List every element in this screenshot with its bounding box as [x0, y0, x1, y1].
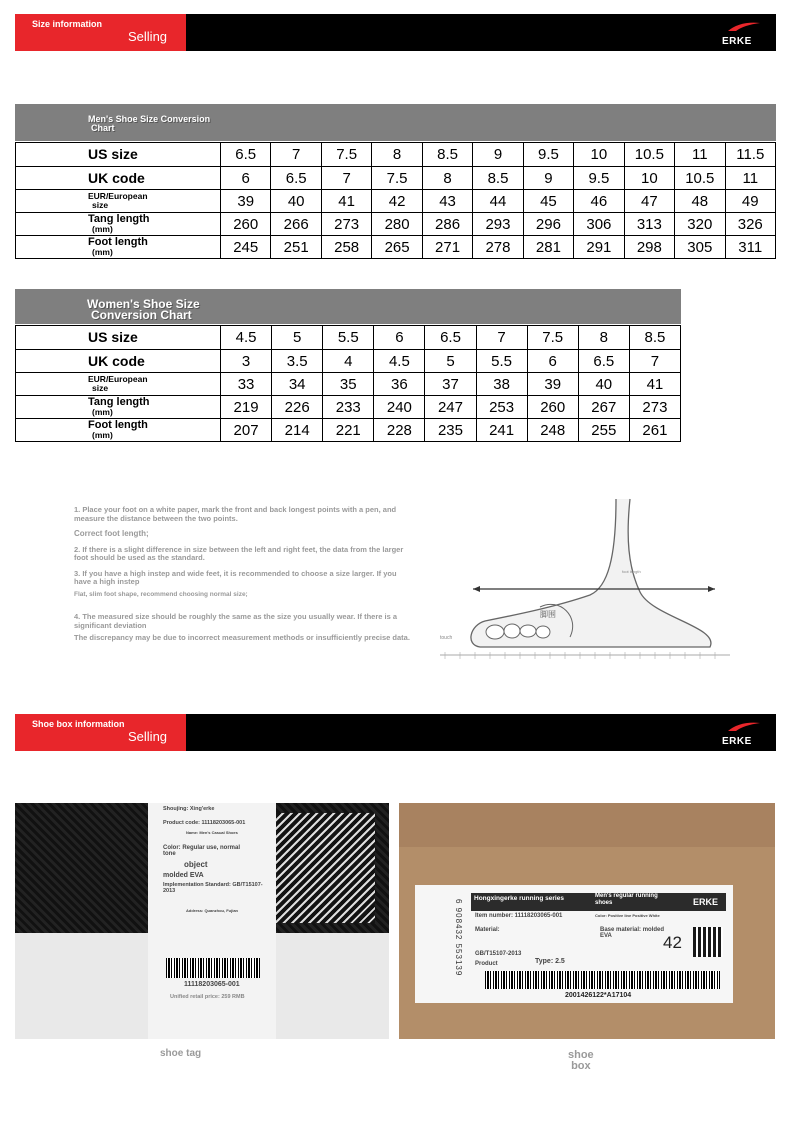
foot-length-label: foot length — [622, 569, 641, 574]
foot-diagram — [440, 497, 730, 667]
size-cell: 49 — [725, 190, 775, 213]
size-cell: 34 — [272, 373, 323, 396]
size-cell: 311 — [725, 236, 775, 259]
men-size-table — [15, 142, 776, 259]
size-cell: 9.5 — [523, 143, 573, 167]
erke-logo: ERKE — [722, 721, 766, 747]
size-row — [16, 373, 681, 396]
measure-instructions — [74, 506, 414, 650]
size-cell: 10.5 — [675, 167, 725, 190]
size-cell: 10 — [624, 167, 674, 190]
size-cell: 241 — [476, 419, 527, 442]
women-chart-title: Women's Shoe Size Conversion Chart — [87, 297, 200, 322]
size-cell: 313 — [624, 213, 674, 236]
banner-selling: Selling — [128, 729, 168, 744]
erke-swoosh-icon — [726, 21, 762, 33]
instruction-3: 3. If you have a high instep and wide feet, it is recommended to choose a size larger. If you have a high instep — [74, 568, 397, 586]
size-cell: 8 — [372, 143, 422, 167]
row-label: UK code — [16, 167, 221, 190]
size-cell: 3.5 — [272, 350, 323, 373]
row-label: US size — [16, 326, 221, 350]
size-cell: 6 — [221, 167, 271, 190]
size-cell: 320 — [675, 213, 725, 236]
banner-selling: Selling — [128, 29, 168, 44]
instruction-4: 4. The measured size should be roughly the same as the size you usually wear. If there is a significant deviation — [74, 612, 398, 630]
size-row — [16, 326, 681, 350]
shoe-box-label: 6 908432 553139 Hongxingerke running series Men's regular running shoes ERKE Item number: 11118203065-001 Color: Positive line Positive White Material: Base material: molded EVA GB/T15107-2013 Product Type: 2.5 42 2001426122*A17104 — [415, 885, 733, 1003]
touch-label: touch — [440, 635, 453, 641]
size-cell: 233 — [323, 396, 374, 419]
size-cell: 245 — [221, 236, 271, 259]
foot-outline-icon — [440, 497, 730, 667]
row-label: US size — [16, 143, 221, 167]
instruction-4b: The discrepancy may be due to incorrect measurement methods or insufficiently precise data. — [74, 633, 410, 642]
women-chart-header — [15, 289, 681, 324]
row-label: Foot length (mm) — [16, 419, 221, 442]
row-label: Foot length (mm) — [16, 236, 221, 259]
size-cell: 265 — [372, 236, 422, 259]
size-cell: 7 — [321, 167, 371, 190]
size-cell: 326 — [725, 213, 775, 236]
size-cell: 7.5 — [321, 143, 371, 167]
size-cell: 36 — [374, 373, 425, 396]
size-cell: 7 — [629, 350, 680, 373]
size-cell: 7 — [271, 143, 321, 167]
row-label: UK code — [16, 350, 221, 373]
size-cell: 221 — [323, 419, 374, 442]
erke-logo: ERKE — [722, 21, 766, 47]
row-label: EUR/European size — [16, 373, 221, 396]
size-cell: 248 — [527, 419, 578, 442]
shoe-tag-photo — [15, 803, 389, 1039]
shoe-tag-card: Shoujing: Xing'erke Product code: 11118203065-001 Name: Men's Casual Shoes Color: Regular use, normal tone object molded EVA Implementation Standard: GB/T15107-2013 Address: Quanzhou, Fujian 11118203065-001 Unified retail price: 259 RMB — [148, 803, 276, 1039]
size-cell: 278 — [473, 236, 523, 259]
size-cell: 11 — [675, 143, 725, 167]
size-cell: 8 — [422, 167, 472, 190]
size-cell: 219 — [221, 396, 272, 419]
size-cell: 296 — [523, 213, 573, 236]
size-cell: 39 — [221, 190, 271, 213]
size-cell: 260 — [527, 396, 578, 419]
size-row — [16, 167, 776, 190]
size-cell: 261 — [629, 419, 680, 442]
size-cell: 271 — [422, 236, 472, 259]
size-cell: 5 — [272, 326, 323, 350]
size-cell: 48 — [675, 190, 725, 213]
size-cell: 8.5 — [473, 167, 523, 190]
size-cell: 43 — [422, 190, 472, 213]
size-cell: 305 — [675, 236, 725, 259]
size-cell: 9 — [523, 167, 573, 190]
size-cell: 33 — [221, 373, 272, 396]
size-cell: 10.5 — [624, 143, 674, 167]
size-cell: 35 — [323, 373, 374, 396]
size-cell: 5 — [425, 350, 476, 373]
row-label: EUR/European size — [16, 190, 221, 213]
size-cell: 253 — [476, 396, 527, 419]
size-row — [16, 396, 681, 419]
size-cell: 228 — [374, 419, 425, 442]
size-cell: 5.5 — [476, 350, 527, 373]
size-cell: 40 — [578, 373, 629, 396]
size-cell: 37 — [425, 373, 476, 396]
size-row — [16, 213, 776, 236]
size-cell: 298 — [624, 236, 674, 259]
size-cell: 40 — [271, 190, 321, 213]
size-cell: 306 — [574, 213, 624, 236]
size-row — [16, 419, 681, 442]
size-cell: 273 — [321, 213, 371, 236]
size-cell: 6.5 — [578, 350, 629, 373]
size-cell: 42 — [372, 190, 422, 213]
size-cell: 9.5 — [574, 167, 624, 190]
size-cell: 255 — [578, 419, 629, 442]
instruction-1: 1. Place your foot on a white paper, mark the front and back longest points with a pen, and measure the distance between the two points. — [74, 505, 397, 523]
size-cell: 44 — [473, 190, 523, 213]
instruction-3b: Flat, slim foot shape, recommend choosing normal size; — [74, 590, 248, 598]
shoe-tag-caption: shoe tag — [160, 1048, 202, 1059]
size-cell: 10 — [574, 143, 624, 167]
shoe-tag-barcode — [166, 958, 260, 978]
size-cell: 4.5 — [221, 326, 272, 350]
size-cell: 240 — [374, 396, 425, 419]
women-size-table — [15, 325, 681, 442]
toe-girth-label: 脚围 — [540, 610, 556, 619]
size-cell: 8 — [578, 326, 629, 350]
size-cell: 41 — [629, 373, 680, 396]
size-cell: 47 — [624, 190, 674, 213]
men-chart-title: Men's Shoe Size Conversion Chart — [88, 114, 211, 133]
size-cell: 38 — [476, 373, 527, 396]
size-row — [16, 236, 776, 259]
size-cell: 45 — [523, 190, 573, 213]
size-cell: 4 — [323, 350, 374, 373]
size-cell: 7 — [476, 326, 527, 350]
size-cell: 6 — [527, 350, 578, 373]
size-row — [16, 143, 776, 167]
size-cell: 41 — [321, 190, 371, 213]
section-banner-box — [15, 714, 776, 751]
banner-tag: Shoe box information — [32, 719, 125, 729]
size-cell: 46 — [574, 190, 624, 213]
instruction-1b: Correct foot length; — [74, 529, 149, 538]
size-cell: 8.5 — [422, 143, 472, 167]
erke-swoosh-icon — [726, 721, 762, 733]
size-cell: 6.5 — [221, 143, 271, 167]
size-cell: 260 — [221, 213, 271, 236]
size-cell: 258 — [321, 236, 371, 259]
size-cell: 11 — [725, 167, 775, 190]
section-banner-size — [15, 14, 776, 51]
row-label: Tang length (mm) — [16, 213, 221, 236]
size-cell: 9 — [473, 143, 523, 167]
shoe-box-photo — [399, 803, 775, 1039]
size-cell: 226 — [272, 396, 323, 419]
size-cell: 4.5 — [374, 350, 425, 373]
size-cell: 6.5 — [271, 167, 321, 190]
size-cell: 214 — [272, 419, 323, 442]
size-cell: 11.5 — [725, 143, 775, 167]
size-cell: 39 — [527, 373, 578, 396]
size-cell: 247 — [425, 396, 476, 419]
size-cell: 266 — [271, 213, 321, 236]
size-cell: 251 — [271, 236, 321, 259]
shoe-box-barcode — [485, 971, 720, 989]
size-cell: 7.5 — [372, 167, 422, 190]
instruction-2: 2. If there is a slight difference in size between the left and right feet, the data from the larger foot should be used as the standard. — [74, 544, 404, 562]
size-cell: 286 — [422, 213, 472, 236]
size-cell: 3 — [221, 350, 272, 373]
size-row — [16, 190, 776, 213]
qr-code-icon — [693, 927, 723, 957]
size-cell: 5.5 — [323, 326, 374, 350]
size-cell: 267 — [578, 396, 629, 419]
size-row — [16, 350, 681, 373]
size-cell: 281 — [523, 236, 573, 259]
size-cell: 235 — [425, 419, 476, 442]
shoe-box-caption: shoe box — [568, 1049, 594, 1072]
size-cell: 293 — [473, 213, 523, 236]
shoe-box-size: 42 — [663, 933, 682, 952]
row-label: Tang length (mm) — [16, 396, 221, 419]
men-chart-header — [15, 104, 776, 141]
size-cell: 6.5 — [425, 326, 476, 350]
size-cell: 6 — [374, 326, 425, 350]
size-cell: 280 — [372, 213, 422, 236]
size-cell: 207 — [221, 419, 272, 442]
size-cell: 8.5 — [629, 326, 680, 350]
size-cell: 7.5 — [527, 326, 578, 350]
size-cell: 291 — [574, 236, 624, 259]
size-cell: 273 — [629, 396, 680, 419]
banner-tag: Size information — [32, 19, 103, 29]
